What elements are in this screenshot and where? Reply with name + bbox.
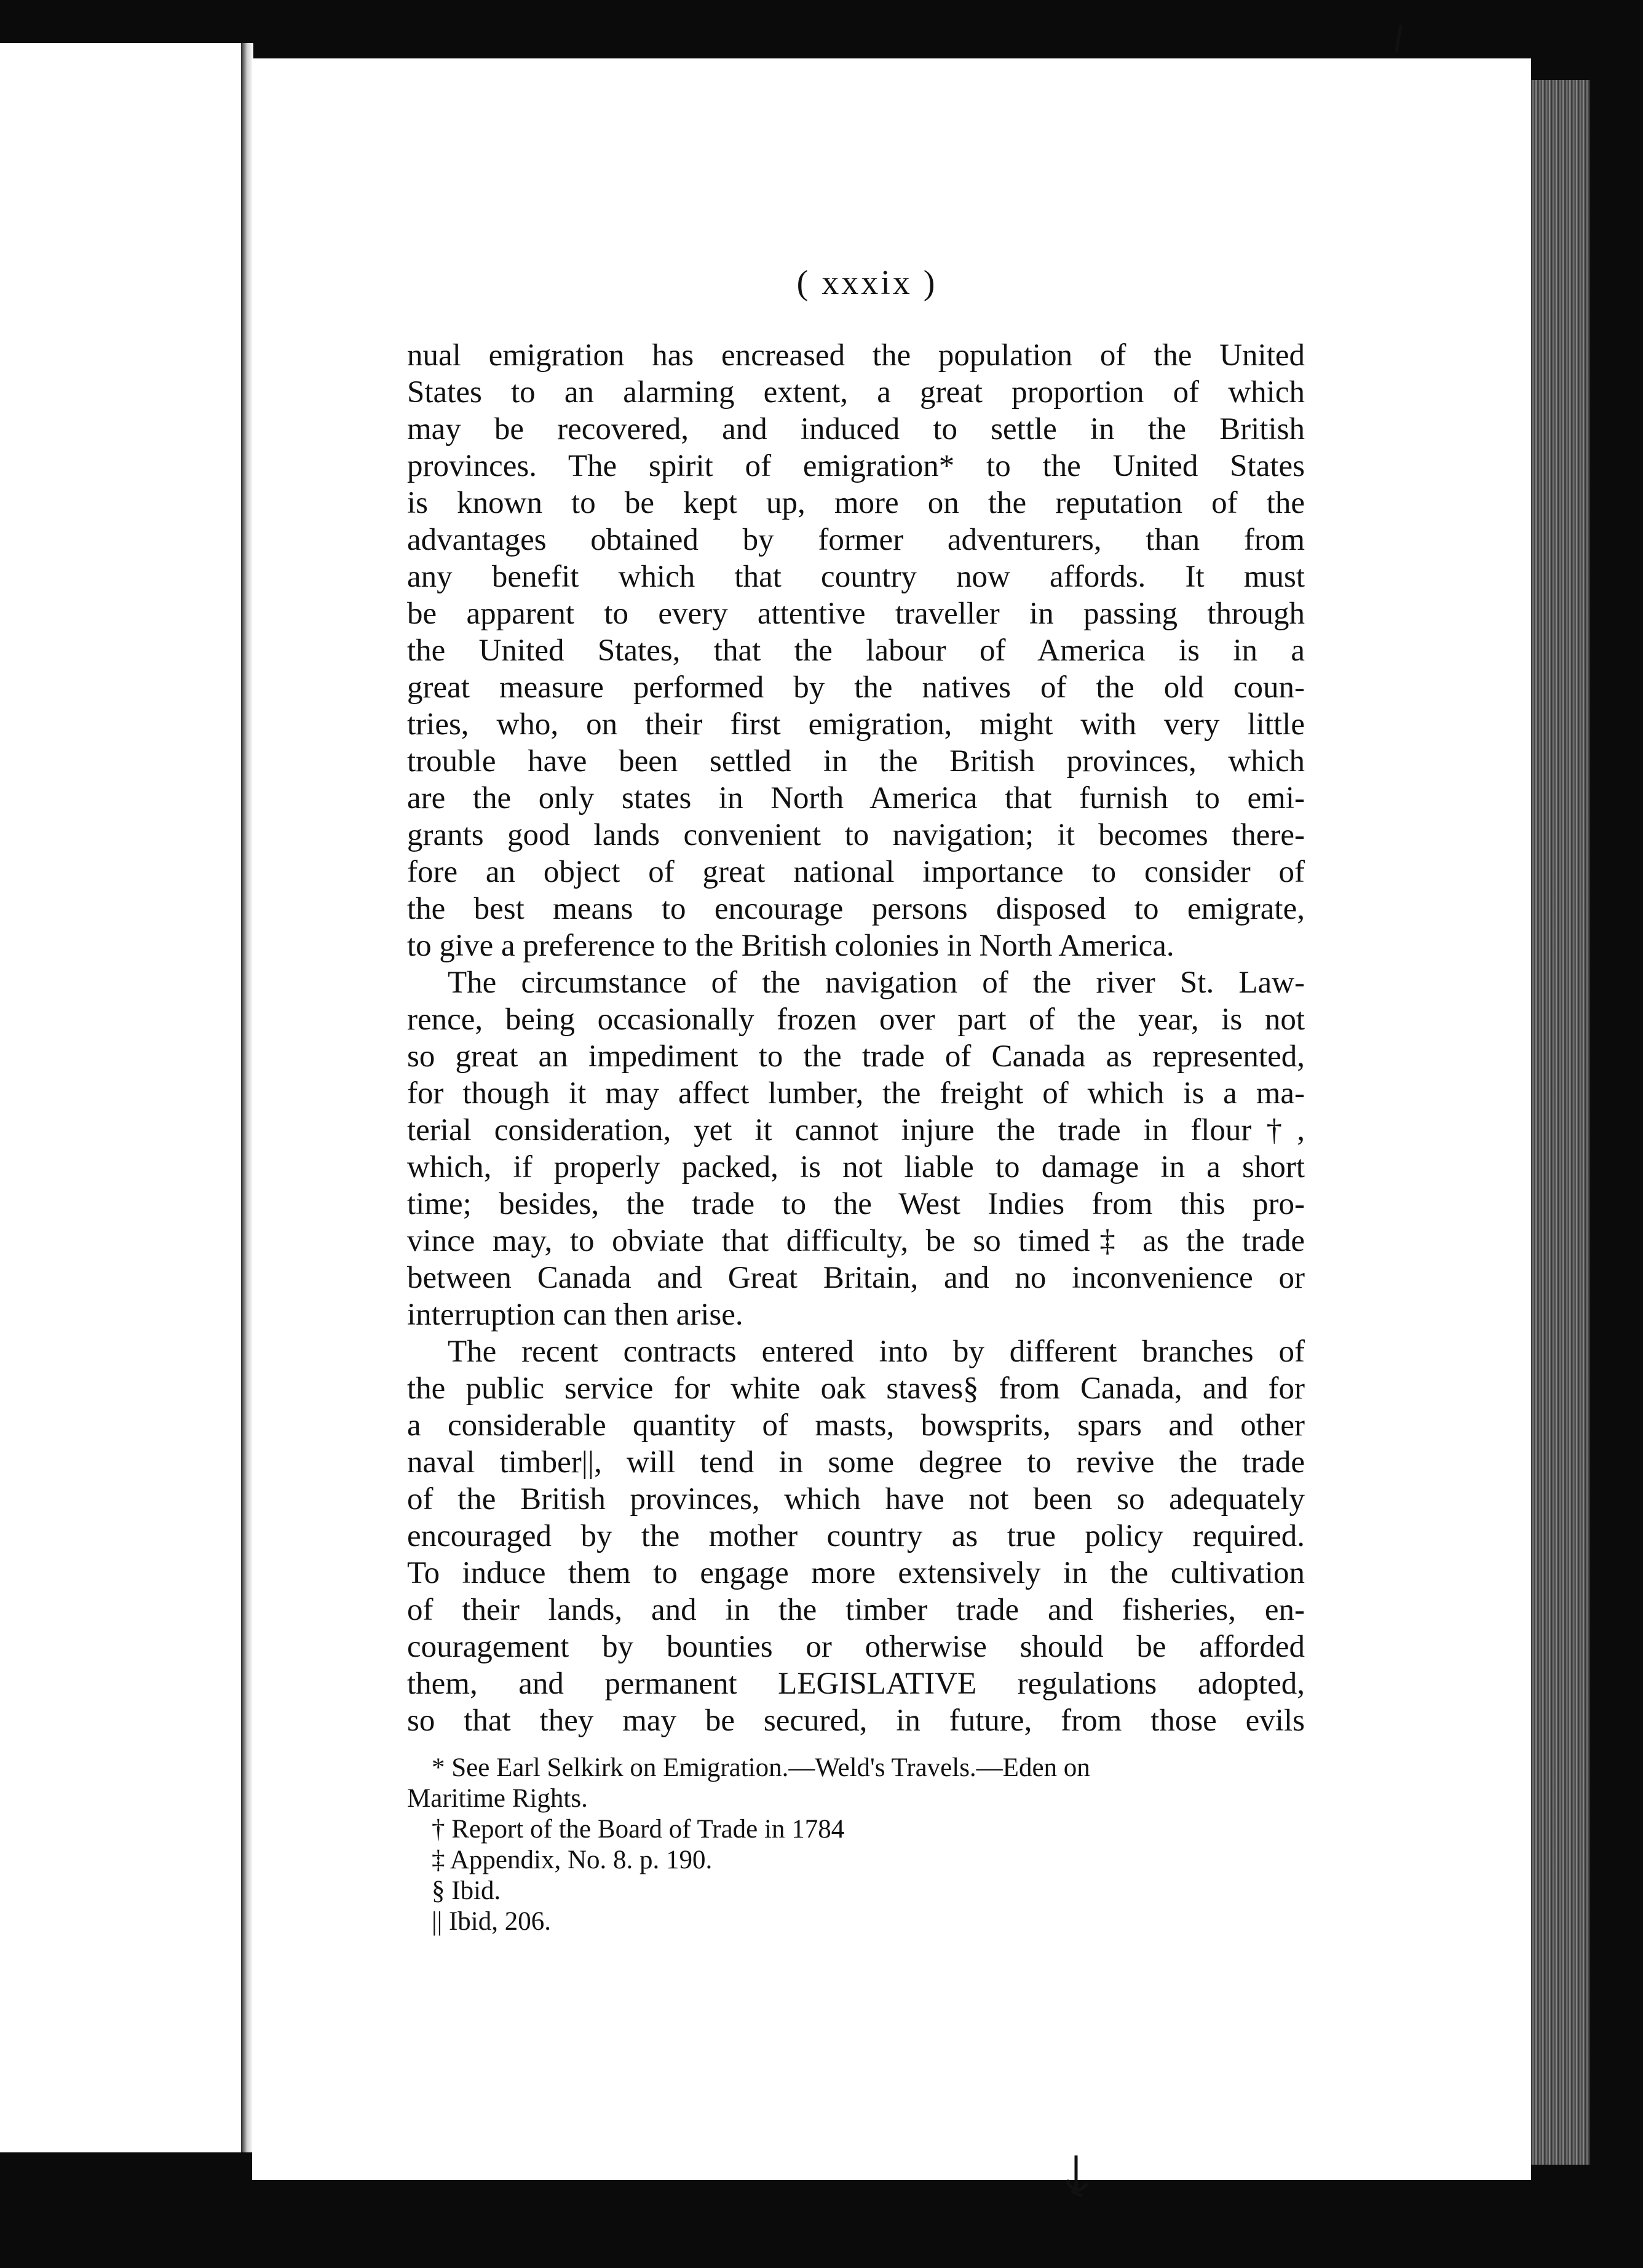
text-line: are the only states in North America that furnish to emi-: [407, 781, 1305, 815]
footnote-line: Maritime Rights.: [407, 1784, 588, 1813]
stray-mark: [1395, 25, 1403, 52]
book-gutter: [241, 43, 253, 2152]
text-line: encouraged by the mother country as true policy required.: [407, 1519, 1305, 1553]
text-line: tries, who, on their first emigration, might with very little: [407, 707, 1305, 742]
text-line: any benefit which that country now affords. It must: [407, 560, 1305, 594]
footnotes: [407, 1753, 1305, 1937]
text-line: advantages obtained by former adventurers, than from: [407, 523, 1305, 557]
text-line: be apparent to every attentive traveller in passing through: [407, 597, 1305, 631]
bottom-scrap-mark: [1058, 2155, 1095, 2199]
text-line: which, if properly packed, is not liable to damage in a short: [407, 1150, 1305, 1184]
text-line: them, and permanent LEGISLATIVE regulations adopted,: [407, 1667, 1305, 1701]
footnote-line: || Ibid, 206.: [432, 1907, 551, 1936]
footnote-line: * See Earl Selkirk on Emigration.—Weld's Travels.—Eden on: [432, 1753, 1090, 1782]
text-line: States to an alarming extent, a great proportion of which: [407, 375, 1305, 410]
footnote-line: † Report of the Board of Trade in 1784: [432, 1815, 845, 1844]
footnote-line: ‡ Appendix, No. 8. p. 190.: [432, 1846, 713, 1874]
text-line: terial consideration, yet it cannot injure the trade in flour†,: [407, 1113, 1305, 1148]
text-line: rence, being occasionally frozen over part of the year, is not: [407, 1002, 1305, 1037]
text-line: To induce them to engage more extensively in the cultivation: [407, 1556, 1305, 1590]
text-line: the best means to encourage persons disposed to emigrate,: [407, 892, 1305, 926]
text-line: provinces. The spirit of emigration* to the United States: [407, 449, 1305, 483]
text-line: of the British provinces, which have not been so adequately: [407, 1482, 1305, 1517]
page-header: ( xxxix ): [796, 264, 938, 302]
text-line: for though it may affect lumber, the freight of which is a ma-: [407, 1076, 1305, 1111]
text-line: time; besides, the trade to the West Indies from this pro-: [407, 1187, 1305, 1221]
text-line: naval timber||, will tend in some degree to revive the trade: [407, 1445, 1305, 1480]
text-line: to give a preference to the British colonies in North America.: [407, 929, 1174, 963]
body-text: [407, 337, 1305, 1739]
text-line: between Canada and Great Britain, and no inconvenience or: [407, 1261, 1305, 1295]
text-line: The recent contracts entered into by different branches of: [448, 1334, 1305, 1369]
text-line: couragement by bounties or otherwise should be afforded: [407, 1630, 1305, 1664]
text-line: trouble have been settled in the British provinces, which: [407, 744, 1305, 779]
text-line: so great an impediment to the trade of Canada as represented,: [407, 1039, 1305, 1074]
text-line: great measure performed by the natives of the old coun-: [407, 670, 1305, 705]
text-line: of their lands, and in the timber trade and fisheries, en-: [407, 1593, 1305, 1627]
text-line: so that they may be secured, in future, from those evils: [407, 1703, 1305, 1738]
text-line: nual emigration has encreased the population of the United: [407, 338, 1305, 373]
text-line: interruption can then arise.: [407, 1298, 743, 1332]
page-edge-shadow: [1531, 80, 1590, 2165]
text-line: vince may, to obviate that difficulty, be so timed‡ as the trade: [407, 1224, 1305, 1258]
text-line: the public service for white oak staves§ from Canada, and for: [407, 1371, 1305, 1406]
text-line: grants good lands convenient to navigation; it becomes there-: [407, 818, 1305, 852]
text-line: The circumstance of the navigation of the river St. Law-: [448, 965, 1305, 1000]
footnote-line: § Ibid.: [432, 1876, 501, 1905]
text-line: is known to be kept up, more on the reputation of the: [407, 486, 1305, 520]
text-line: may be recovered, and induced to settle in the British: [407, 412, 1305, 446]
left-facing-page: [0, 43, 243, 2152]
text-line: the United States, that the labour of America is in a: [407, 633, 1305, 668]
text-line: fore an object of great national importance to consider of: [407, 855, 1305, 889]
text-line: a considerable quantity of masts, bowsprits, spars and other: [407, 1408, 1305, 1443]
